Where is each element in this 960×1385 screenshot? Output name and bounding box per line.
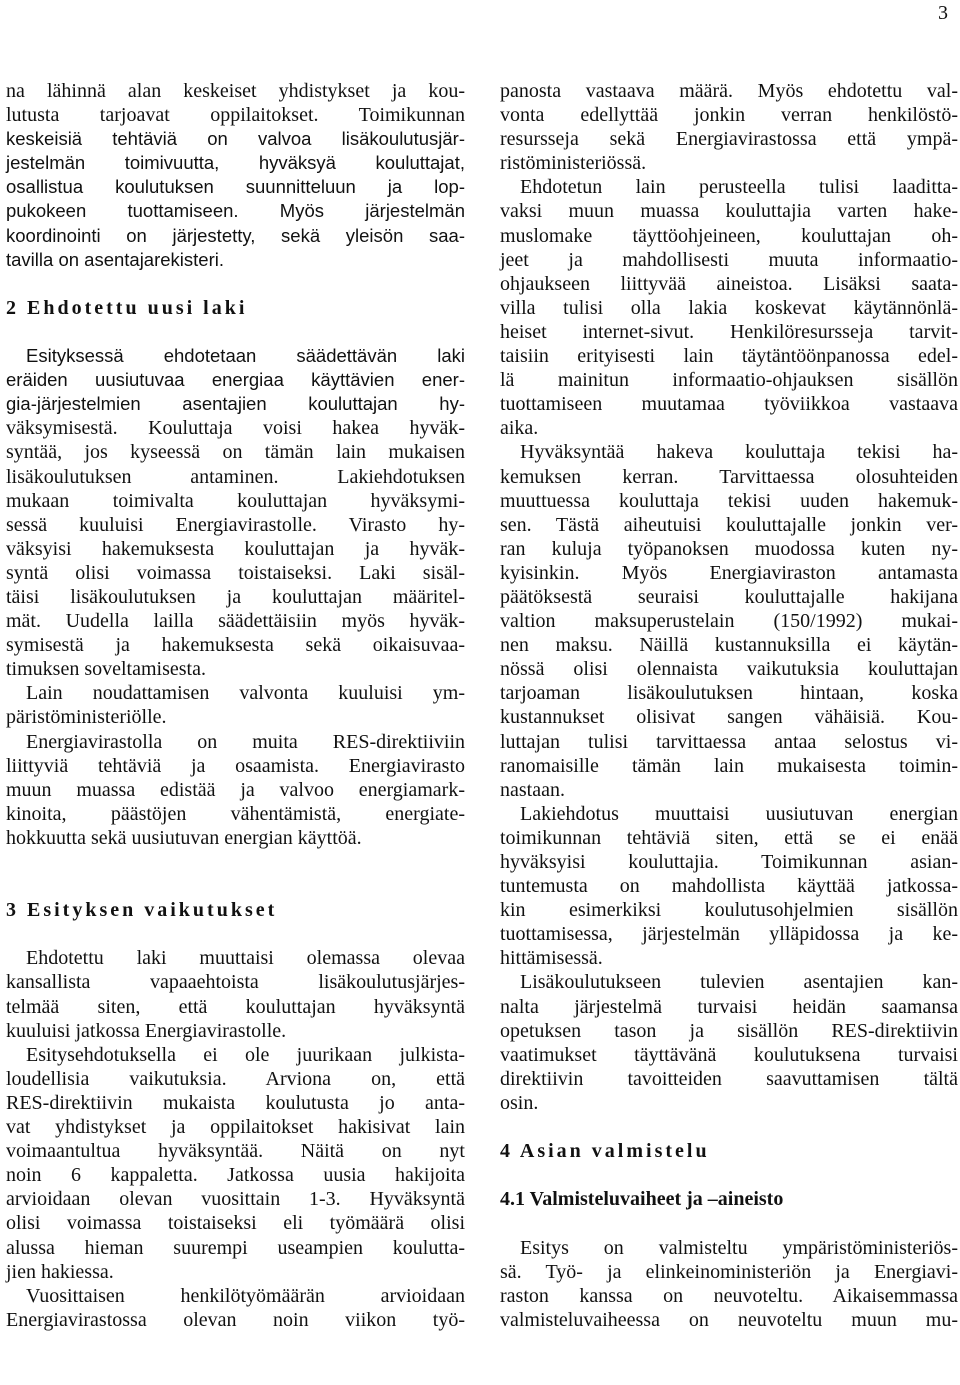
text-line: jien hakiessa. (6, 1260, 114, 1283)
text-line: raston kanssa on neuvoteltu. Aikaisemmassa (500, 1284, 958, 1307)
page-number: 3 (938, 2, 948, 24)
text-line: arvioidaan olevan vuosittain 1-3. Hyväksyntä (6, 1188, 465, 1211)
section-heading: 4 Asian valmistelu (500, 1140, 710, 1163)
text-line: gia-järjestelmien asentajien kouluttajan hy- (6, 393, 465, 415)
text-line: panosta vastaava määrä. Myös ehdotettu val- (500, 80, 958, 102)
text-line: hokkuutta sekä uusiutuvan energian käyttöä. (6, 826, 362, 849)
text-line: olisi voimassa toistaiseksi eli työmäärä olisi (6, 1212, 465, 1235)
text-line: Esitysehdotuksella ei ole juurikaan julkista- (26, 1043, 465, 1066)
text-line: Vuosittaisen henkilötyömäärän arvioidaan (26, 1284, 465, 1307)
text-line: muun muassa edistää ja valvoo energiamark- (6, 778, 465, 801)
text-line: tuottamisessa, järjestelmän ylläpidossa ja ke- (500, 923, 958, 946)
subsection-heading: 4.1 Valmisteluvaiheet ja –aineisto (500, 1188, 784, 1211)
text-line: resursseja sekä Energiavirastossa että ympä- (500, 128, 958, 151)
text-line: Ehdotettu laki muuttaisi olemassa olevaa (26, 947, 465, 970)
text-line: direktiivin tavoitteiden saavuttamisen tältä (500, 1067, 958, 1090)
text-line: sä. Työ- ja elinkeinoministeriön ja Energiavi- (500, 1260, 958, 1283)
text-line: hyväksyisi kouluttajia. Toimikunnan asian- (500, 851, 958, 873)
text-line: nössä olisi olennaista vaikutuksia kouluttajan (500, 658, 958, 681)
text-line: symisestä ja hakemuksesta sekä oikaisuvaa- (6, 634, 465, 657)
text-line: lisäkoulutuksen antaminen. Lakiehdotuksen (6, 465, 465, 488)
text-line: syntä olisi voimassa toistaiseksi. Laki sisäl- (6, 561, 465, 584)
text-line: Lakiehdotus muuttaisi uusiutuvan energian (520, 802, 958, 825)
text-line: täisi lisäkoulutuksen ja kouluttajan määritel- (6, 585, 465, 608)
text-line: luttajan tulisi tarvittaessa antaa selostus vi- (500, 730, 958, 753)
text-line: muslomake täyttöohjeineen, kouluttajan oh- (500, 224, 958, 247)
paragraph-spacer (6, 320, 465, 344)
text-line: ristöministeriössä. (500, 152, 647, 175)
text-line: Lisäkoulutukseen tulevien asentajien kan- (520, 971, 958, 994)
text-line: sessä kuuluisi Energiavirastolle. Virasto hy- (6, 513, 465, 536)
text-line: keskeisiä tehtäviä on valvoa lisäkoulutusjär- (6, 128, 465, 150)
text-line: nalta järjestelmä turvaisi heidän saamansa (500, 995, 958, 1018)
text-line: kinoita, päästöjen vähentämistä, energiate- (6, 802, 465, 825)
text-line: pukokeen tuottamiseen. Myös järjestelmän (6, 200, 465, 222)
text-line: telmää siten, että kouluttajan hyväksyntä (6, 995, 465, 1018)
text-line: Esitys on valmisteltu ympäristöministeriös- (520, 1236, 958, 1259)
text-line: väksyisi hakemuksesta kouluttajan ja hyväk- (6, 537, 465, 560)
paragraph-spacer (500, 1115, 958, 1139)
text-line: muuttuessa kouluttaja tekisi uuden hakemuk- (500, 489, 958, 512)
section-heading: 2 Ehdotettu uusi laki (6, 296, 248, 319)
text-line: loudellisia vaikutuksia. Arviona on, että (6, 1067, 465, 1090)
text-line: jestelmän toimivuutta, hyväksyä kouluttajat, (6, 152, 465, 174)
paragraph-spacer (6, 874, 465, 898)
text-line: kemuksen kerran. Tarvittaessa olosuhteiden (500, 465, 958, 488)
text-line: väksymisestä. Kouluttaja voisi hakea hyväk- (6, 417, 465, 440)
section-heading: 3 Esityksen vaikutukset (6, 899, 278, 922)
text-line: ran kuluja työpanoksen muodossa kuten ny- (500, 537, 958, 560)
text-line: osallistua koulutuksen suunnitteluun ja lop- (6, 176, 465, 198)
text-line: nen maksu. Näillä kustannuksilla ei käytän- (500, 634, 958, 657)
text-line: liittyviä tehtäviä ja osaamista. Energiavirasto (6, 754, 465, 777)
paragraph-spacer (500, 1163, 958, 1187)
text-line: päätöksestä seuraisi kouluttajalle hakijana (500, 585, 958, 608)
text-line: Energiavirastolla on muita RES-direktiiviin (26, 730, 465, 753)
paragraph-spacer (6, 272, 465, 296)
text-line: tarjoaman lisäkoulutuksen hintaan, koska (500, 682, 958, 705)
text-line: osin. (500, 1091, 539, 1114)
text-line: kuuluisi jatkossa Energiavirastolle. (6, 1019, 287, 1042)
text-line: opetuksen tason ja sisällön RES-direktiivin (500, 1019, 958, 1042)
text-line: kin esimerkiksi koulutusohjelmien sisällön (500, 899, 958, 922)
text-line: lutusta tarjoavat oppilaitokset. Toimikunnan (6, 104, 465, 127)
text-line: lä mainitun informaatio-ohjauksen sisällön (500, 369, 958, 392)
text-line: vaatimukset täyttävänä koulutuksena turvaisi (500, 1043, 958, 1066)
text-line: päristöministeriölle. (6, 706, 167, 729)
text-line: alussa hieman suurempi useampien koulutta- (6, 1236, 465, 1259)
text-line: kansallista vapaaehtoista lisäkoulutusjärjes- (6, 971, 465, 994)
text-line: vonta edellyttää jonkin verran henkilöstö- (500, 104, 958, 127)
text-line: jeet ja mahdollisesti muuta informaatio- (500, 248, 958, 271)
text-line: na lähinnä alan keskeiset yhdistykset ja kou- (6, 80, 465, 102)
text-line: ohjaukseen liittyvää aineistoa. Lisäksi saata- (500, 272, 958, 295)
text-line: nastaan. (500, 778, 565, 801)
text-line: Esityksessä ehdotetaan säädettävän laki (26, 345, 465, 367)
text-line: RES-direktiivin mukaista koulutusta jo anta- (6, 1091, 465, 1114)
text-line: syntää, jos kyseessä on tämän lain mukaisen (6, 441, 465, 464)
text-line: kustannukset olisivat sangen vähäisiä. Kou- (500, 706, 958, 729)
text-line: toimikunnan tehtäviä siten, että se ei enää (500, 826, 958, 849)
text-line: aika. (500, 417, 539, 440)
text-line: Ehdotetun lain perusteella tulisi laadittа- (520, 176, 958, 199)
text-line: vat yhdistykset ja oppilaitokset hakisivat lain (6, 1116, 465, 1139)
text-line: Hyväksyntää hakeva kouluttaja tekisi ha- (520, 441, 958, 464)
text-line: taisiin erityisesti lain täytäntöönpanossa edel- (500, 345, 958, 368)
paragraph-spacer (6, 850, 465, 874)
text-line: tavilla on asentajarekisteri. (6, 248, 224, 270)
text-line: valmisteluvaiheessa on neuvoteltu muun mu- (500, 1308, 958, 1331)
text-line: hittämisessä. (500, 947, 603, 970)
right-text-column (500, 79, 958, 1332)
text-line: vaksi muun muassa kouluttajia varten hake- (500, 200, 958, 223)
text-line: eräiden uusiutuvaa energiaa käyttävien ener- (6, 369, 465, 391)
text-line: heiset internet-sivut. Henkilöresursseja tarvit- (500, 320, 958, 343)
text-line: voimaantultua hyväksyntää. Näitä on nyt (6, 1140, 465, 1163)
text-line: mät. Uudella lailla säädettäisiin myös hyväk- (6, 610, 465, 633)
paragraph-spacer (500, 1211, 958, 1235)
text-line: ranomaisille tämän lain mukaisesta toimin- (500, 754, 958, 777)
text-line: Energiavirastossa olevan noin viikon työ- (6, 1308, 465, 1331)
text-line: noin 6 kappaletta. Jatkossa uusia hakijoita (6, 1164, 465, 1187)
left-text-column (6, 79, 465, 1332)
text-line: Lain noudattamisen valvonta kuuluisi ym- (26, 682, 465, 705)
text-line: timuksen soveltamisesta. (6, 658, 206, 681)
text-line: koordinointi on järjestetty, sekä yleisön saa- (6, 224, 465, 246)
text-line: sen. Tästä aiheutuisi kouluttajalle jonkin ver- (500, 513, 958, 536)
text-line: kyisinkin. Myös Energiaviraston antamasta (500, 561, 958, 584)
text-line: villa tulisi olla lakia koskevat käytännönlä- (500, 296, 958, 319)
paragraph-spacer (6, 922, 465, 946)
text-line: mukaan toimivalta kouluttajan hyväksymi- (6, 489, 465, 512)
text-line: tuntemusta on mahdollista käyttää jatkossa- (500, 875, 958, 898)
text-line: valtion maksuperustelain (150/1992) mukai- (500, 610, 958, 633)
text-line: tuottamiseen muutamaa työviikkoa vastaava (500, 393, 958, 416)
